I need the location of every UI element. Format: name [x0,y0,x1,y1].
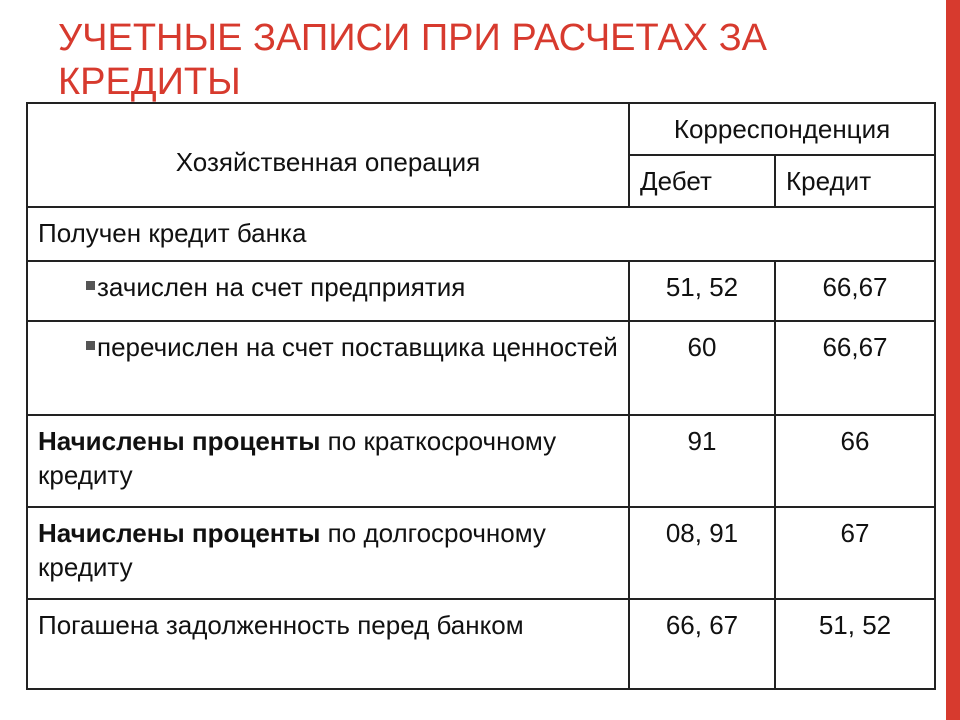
operation-text: по краткосрочному кредиту [38,426,557,490]
header-correspondence: Корреспонденция [629,103,935,155]
slide-title: УЧЕТНЫЕ ЗАПИСИ ПРИ РАСЧЕТАХ ЗА КРЕДИТЫ [58,17,768,103]
credit-cell: 66 [775,415,935,507]
bullet-icon [86,281,95,290]
operation-cell [27,261,629,321]
section-row [27,207,935,261]
debit-cell: 66, 67 [629,599,775,689]
operation-cell: Погашена задолженность перед банком [27,599,629,689]
debit-cell: 91 [629,415,775,507]
accent-bar [946,0,960,720]
table-container [26,102,936,690]
section-label: Получен кредит банка [27,207,935,261]
operation-cell [27,321,629,415]
debit-cell: 60 [629,321,775,415]
operation-cell [27,415,629,507]
table-row [27,415,935,507]
debit-cell: 51, 52 [629,261,775,321]
credit-cell: 67 [775,507,935,599]
operation-text: по долгосрочному кредиту [38,518,546,582]
table-row [27,507,935,599]
credit-cell: 66,67 [775,321,935,415]
operation-text: зачислен на счет предприятия [97,272,466,302]
header-operation: Хозяйственная операция [27,103,629,207]
operation-bold-text: Начислены проценты [38,518,321,548]
header-credit: Кредит [775,155,935,207]
header-debit: Дебет [629,155,775,207]
operation-bold-text: Начислены проценты [38,426,321,456]
operation-text: перечислен на счет поставщика ценностей [97,332,618,362]
credit-cell: 51, 52 [775,599,935,689]
table-row [27,321,935,415]
accounting-table [26,102,936,690]
header-row [27,103,935,155]
table-row [27,261,935,321]
credit-cell: 66,67 [775,261,935,321]
bullet-icon [86,341,95,350]
debit-cell: 08, 91 [629,507,775,599]
table-row [27,599,935,689]
operation-cell [27,507,629,599]
